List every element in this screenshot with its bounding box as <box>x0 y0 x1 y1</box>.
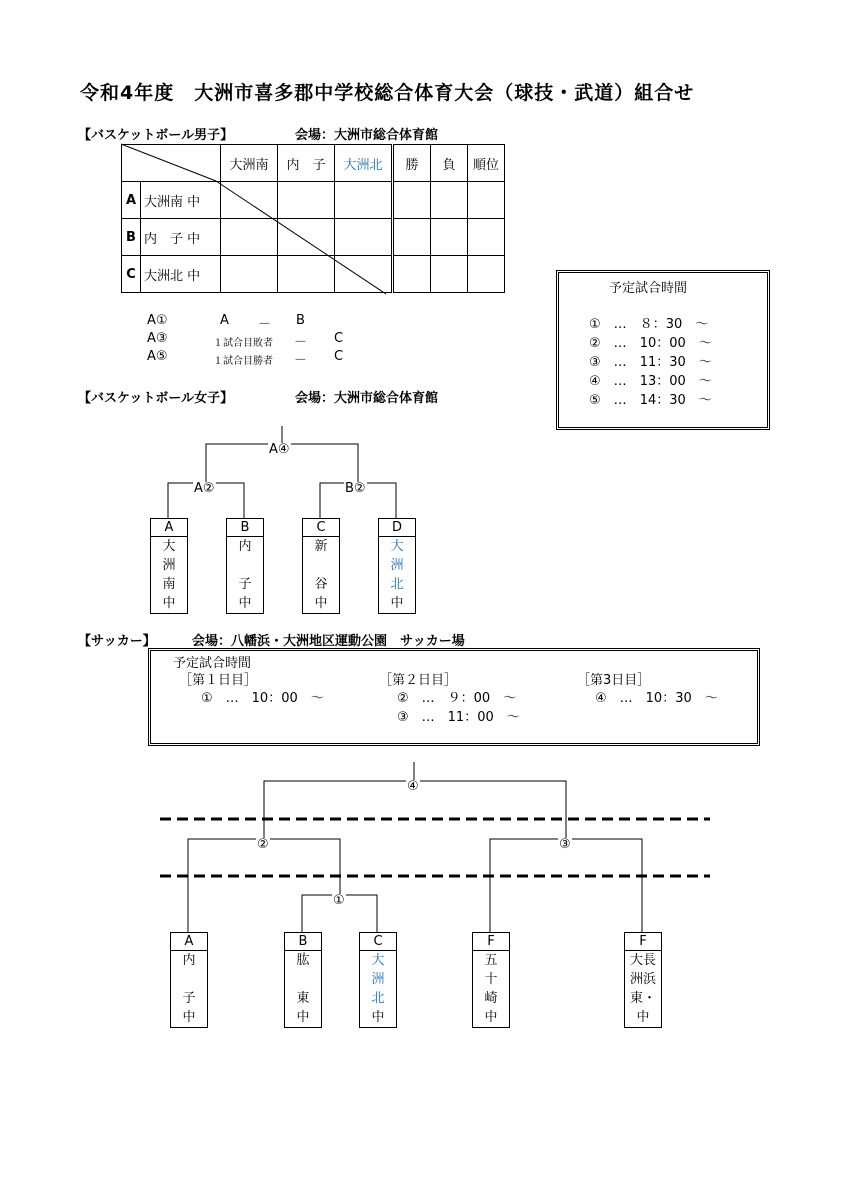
schedule-item: ① … ８：30 ～ <box>589 317 709 332</box>
team-box: A 大 洲 南 中 <box>150 518 188 614</box>
bb-boys-venue: 会場：大洲市総合体育館 <box>295 128 439 143</box>
team-box: C 新 谷 中 <box>302 518 340 614</box>
team-letter: B <box>285 933 321 951</box>
match-away: C <box>334 349 344 364</box>
col-stat: 順位 <box>468 145 505 182</box>
soccer-schedule-title: 予定試合時間 <box>173 656 252 671</box>
team-letter: A <box>151 519 187 537</box>
day3-label: ［第3日目］ <box>577 673 651 688</box>
team-letter: A <box>171 933 207 951</box>
team-letter: B <box>227 519 263 537</box>
match-away: B <box>296 313 305 328</box>
row-letter: A <box>122 182 141 219</box>
row-team: 大洲南 中 <box>141 182 221 219</box>
team-letter: F <box>473 933 509 951</box>
match-away: C <box>334 331 344 346</box>
team-box: F 大長 洲浜 東・ 中 <box>624 932 662 1028</box>
match-dash: － <box>294 353 308 368</box>
day2-item: ② … ９：00 ～ <box>397 691 517 706</box>
day2-item: ③ … 11：00 ～ <box>397 710 520 725</box>
match-dash: － <box>294 335 308 350</box>
match-no: A⑤ <box>147 349 168 364</box>
schedule-title: 予定試合時間 <box>609 281 688 296</box>
row-team: 大洲北 中 <box>141 256 221 293</box>
col-team: 内 子 <box>278 145 335 182</box>
match-label: ① <box>333 893 345 908</box>
col-stat: 負 <box>431 145 468 182</box>
bb-boys-heading: 【バスケットボール男子】 <box>78 128 234 143</box>
bb-girls-heading: 【バスケットボール女子】 <box>78 391 234 406</box>
day1-label: ［第１日目］ <box>179 673 258 688</box>
bb-girls-venue: 会場：大洲市総合体育館 <box>295 391 439 406</box>
col-team: 大洲北 <box>335 145 393 182</box>
team-letter: F <box>625 933 661 951</box>
team-box: B 肱 東 中 <box>284 932 322 1028</box>
match-label: B② <box>345 481 366 496</box>
schedule-item: ④ … 13：00 ～ <box>589 374 712 389</box>
match-label: ④ <box>407 779 419 794</box>
match-home: １試合目敗者 <box>213 338 273 349</box>
team-box: C 大 洲 北 中 <box>359 932 397 1028</box>
soccer-heading: 【サッカー】 <box>78 634 156 649</box>
day1-item: ① … 10：00 ～ <box>201 691 324 706</box>
day2-label: ［第２日目］ <box>379 673 458 688</box>
row-team: 内 子 中 <box>141 219 221 256</box>
schedule-item: ③ … 11：30 ～ <box>589 355 712 370</box>
day-divider <box>160 819 710 876</box>
team-letter: D <box>379 519 415 537</box>
match-label: ③ <box>559 837 571 852</box>
match-dash: － <box>258 317 272 332</box>
team-letter: C <box>303 519 339 537</box>
page-title: 令和4年度 大洲市喜多郡中学校総合体育大会（球技・武道）組合せ <box>80 82 695 104</box>
team-box: B 内 子 中 <box>226 518 264 614</box>
soccer-venue: 会場：八幡浜・大洲地区運動公園 サッカー場 <box>192 634 465 649</box>
team-box: F 五 十 崎 中 <box>472 932 510 1028</box>
row-letter: B <box>122 219 141 256</box>
row-letter: C <box>122 256 141 293</box>
schedule-item: ⑤ … 14：30 ～ <box>589 393 712 408</box>
match-no: A③ <box>147 331 168 346</box>
match-label: ② <box>257 837 269 852</box>
match-home: A <box>220 313 229 328</box>
match-home: １試合目勝者 <box>213 356 273 367</box>
day3-item: ④ … 10：30 ～ <box>595 691 718 706</box>
match-no: A① <box>147 313 168 328</box>
team-box: A 内 子 中 <box>170 932 208 1028</box>
match-label: A② <box>194 481 215 496</box>
team-box: D 大 洲 北 中 <box>378 518 416 614</box>
col-team: 大洲南 <box>221 145 278 182</box>
schedule-item: ② … 10：00 ～ <box>589 336 712 351</box>
team-letter: C <box>360 933 396 951</box>
col-stat: 勝 <box>393 145 431 182</box>
match-label: A④ <box>269 442 290 457</box>
